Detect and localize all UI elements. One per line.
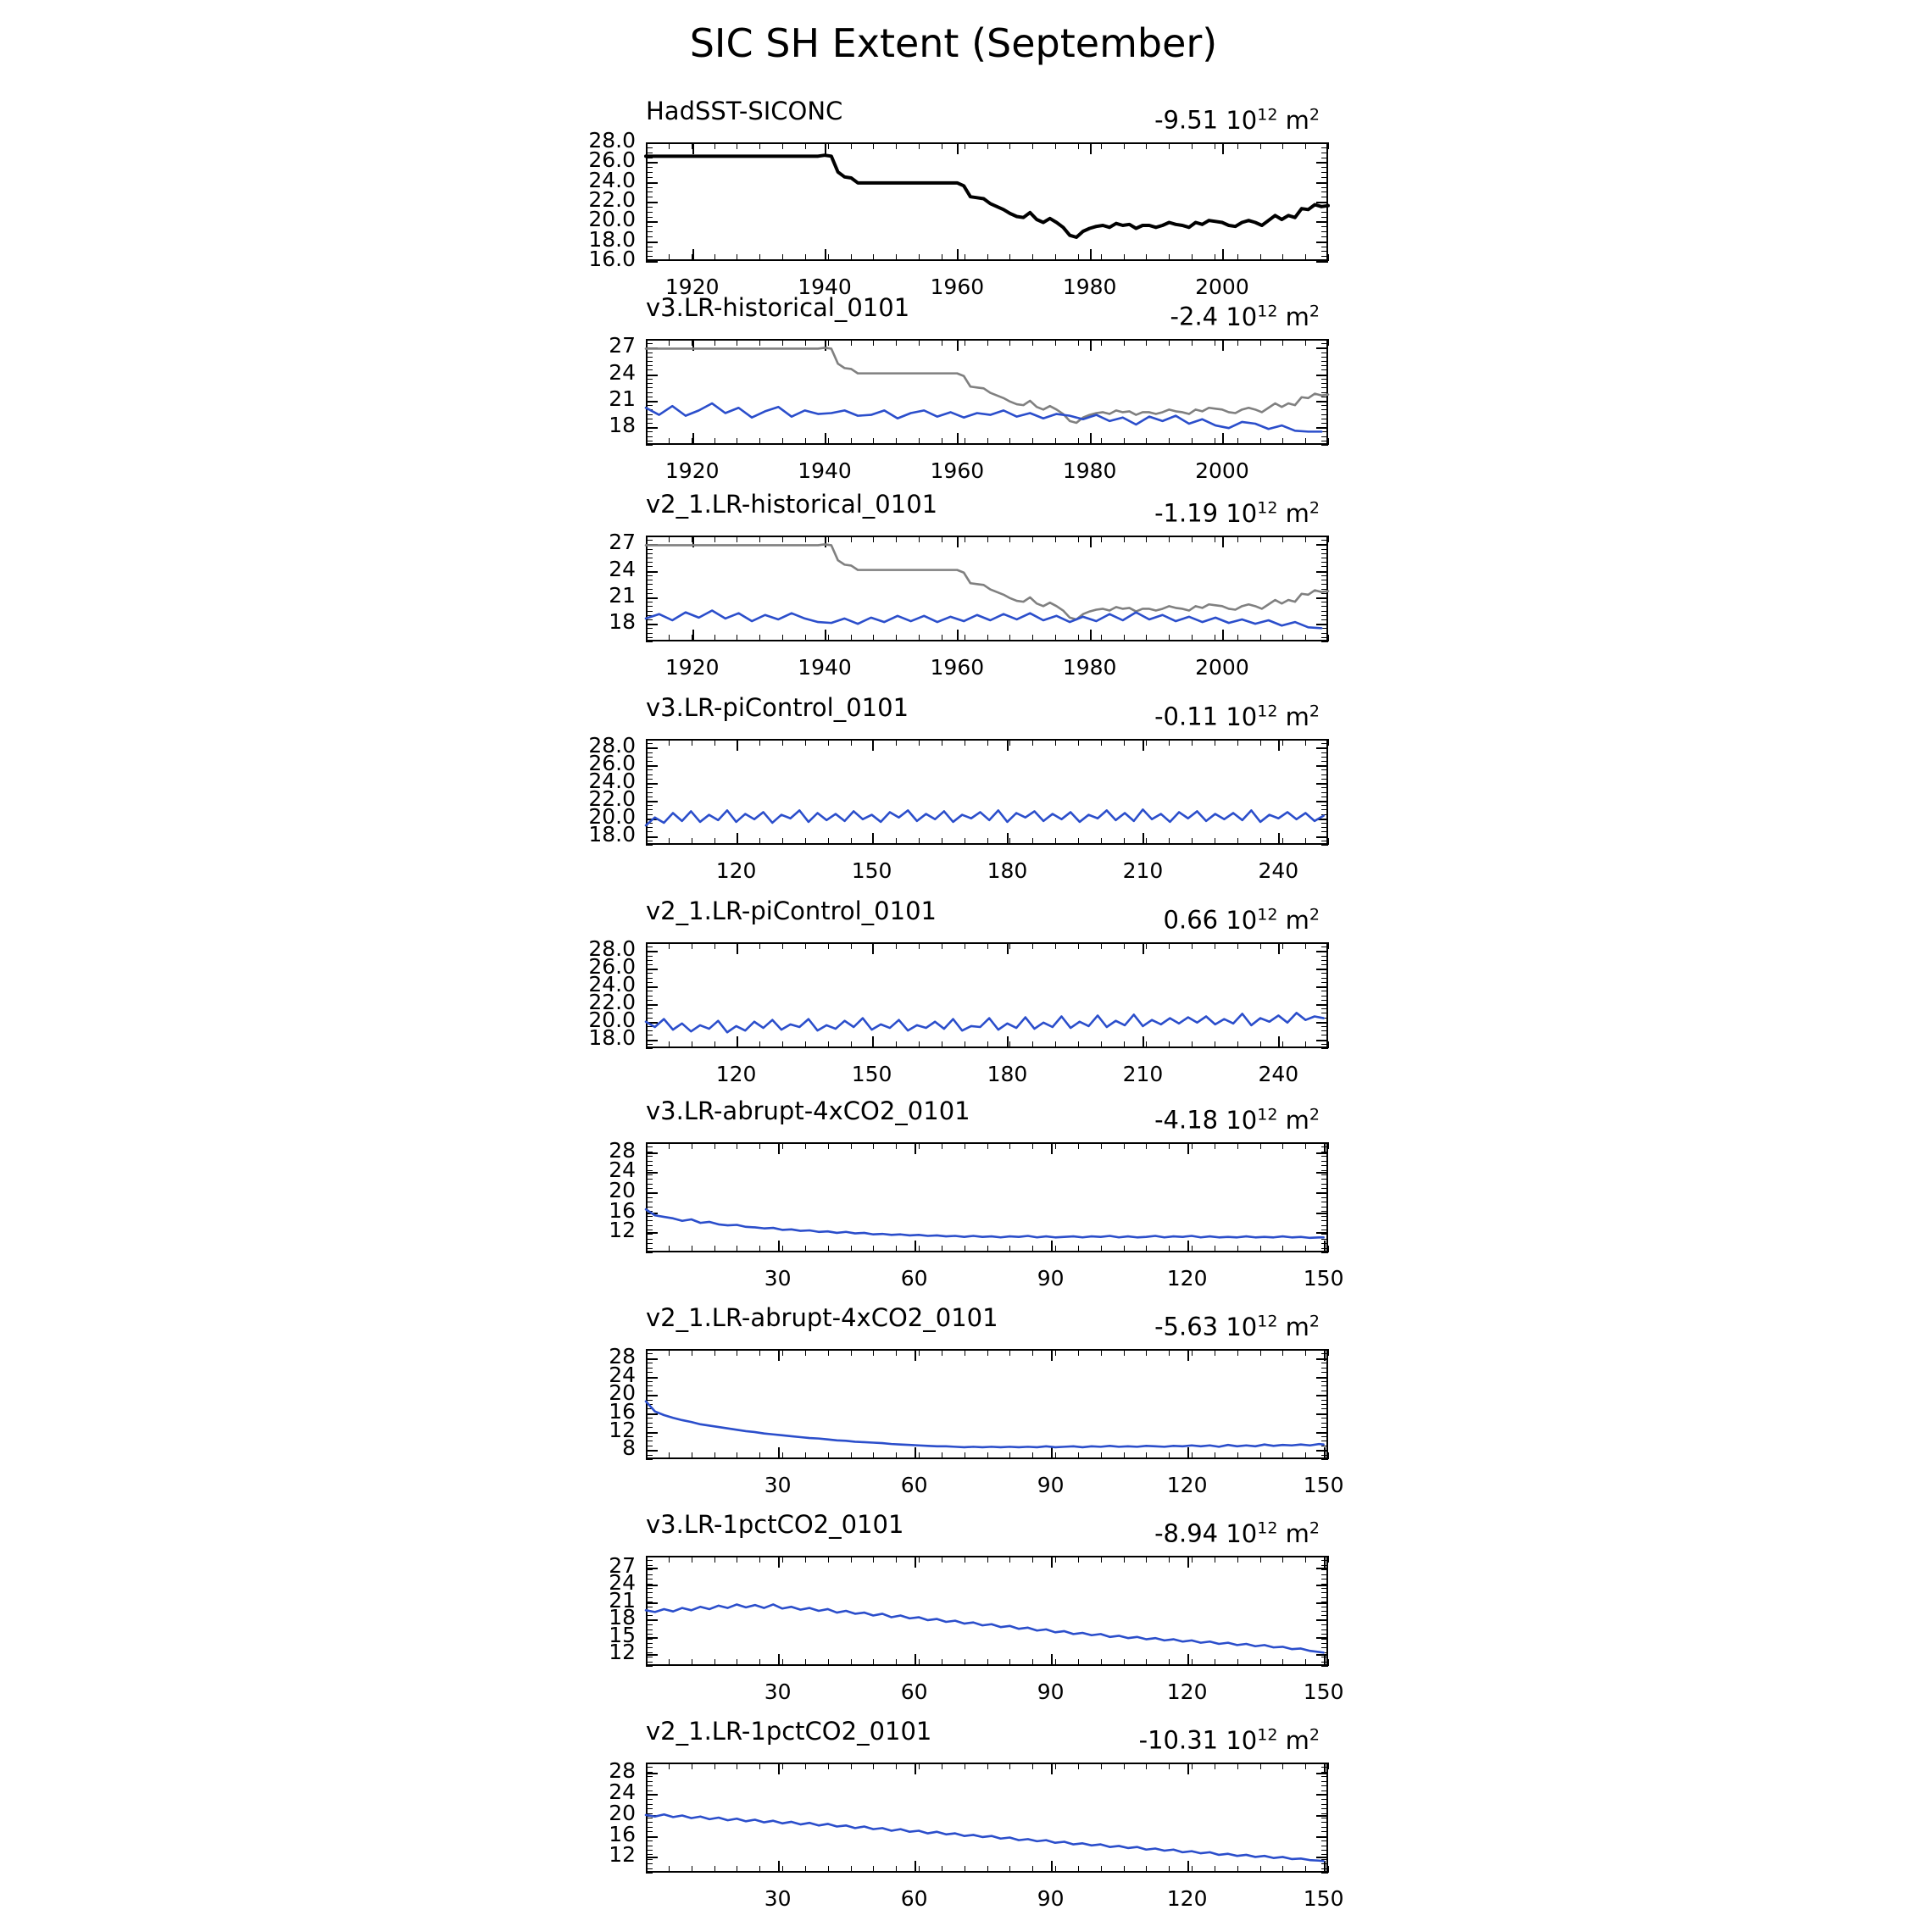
y-axis-tick-label: 18	[609, 1605, 636, 1630]
x-axis-tick-label: 60	[900, 1266, 928, 1291]
y-axis-tick-label: 28.0	[588, 936, 636, 962]
series-line	[646, 1013, 1324, 1032]
panel-units: $10^{12}$ $m^2$	[1226, 702, 1320, 731]
x-axis-tick-label: 210	[1122, 858, 1164, 883]
x-axis-tick-label: 1940	[798, 655, 852, 680]
panel-value-number: -0.11	[1154, 702, 1219, 731]
x-axis-tick-label: 150	[1303, 1473, 1344, 1497]
y-axis-tick-label: 20.0	[588, 207, 636, 232]
y-axis-tick-label: 18.0	[588, 1024, 636, 1050]
y-axis-tick-label: 21	[609, 582, 636, 608]
x-axis-tick-label: 30	[764, 1266, 792, 1291]
x-axis-tick-label: 150	[1303, 1266, 1344, 1291]
x-axis-tick-label: 30	[764, 1473, 792, 1497]
x-axis-tick-label: 30	[764, 1679, 792, 1704]
panel-title: v2_1.LR-1pctCO2_0101	[646, 1717, 932, 1746]
y-axis-tick-label: 18	[609, 609, 636, 635]
y-axis-tick-label: 24	[609, 1362, 636, 1387]
y-axis-tick-label: 24.0	[588, 972, 636, 997]
panel-value-number: -10.31	[1138, 1725, 1219, 1755]
y-axis-tick-label: 22.0	[588, 786, 636, 811]
series-layer	[0, 1298, 1907, 1518]
x-axis-tick-label: 90	[1037, 1679, 1065, 1704]
series-line	[646, 155, 1328, 237]
panel-title: v3.LR-1pctCO2_0101	[646, 1510, 904, 1539]
panel-units: $10^{12}$ $m^2$	[1226, 1312, 1320, 1341]
y-axis-tick-label: 20.0	[588, 803, 636, 829]
series-line	[646, 544, 1328, 619]
chart-panel	[0, 891, 1907, 1108]
y-axis-tick-label: 20	[609, 1380, 636, 1406]
x-axis-tick-label: 120	[1166, 1266, 1208, 1291]
y-axis-tick-label: 24	[609, 359, 636, 385]
panel-title: v3.LR-piControl_0101	[646, 693, 909, 722]
x-axis-tick-label: 1960	[930, 655, 985, 680]
y-axis-tick-label: 28	[609, 1758, 636, 1784]
y-axis-tick-label: 22.0	[588, 187, 636, 212]
y-axis-tick-label: 26.0	[588, 954, 636, 980]
x-axis-tick-label: 2000	[1195, 655, 1249, 680]
y-axis-tick-label: 26.0	[588, 751, 636, 776]
y-axis-tick-label: 15	[609, 1622, 636, 1647]
y-axis-tick-label: 24	[609, 1779, 636, 1805]
x-axis-tick-label: 1940	[798, 458, 852, 483]
y-axis-tick-label: 21	[609, 386, 636, 411]
x-axis-tick-label: 150	[1303, 1886, 1344, 1911]
x-axis-tick-label: 60	[900, 1473, 928, 1497]
x-axis-tick-label: 1920	[664, 655, 720, 680]
y-axis-tick-label: 12	[609, 1417, 636, 1442]
x-axis-tick-label: 1980	[1062, 458, 1117, 483]
y-axis-tick-label: 12	[609, 1218, 636, 1243]
x-axis-tick-label: 120	[715, 858, 757, 883]
panel-title: v3.LR-abrupt-4xCO2_0101	[646, 1096, 970, 1125]
series-layer	[0, 92, 1907, 320]
y-axis-tick-label: 27	[609, 530, 636, 555]
x-axis-tick-label: 120	[715, 1062, 757, 1086]
panel-title: HadSST-SICONC	[646, 97, 843, 125]
panel-units: $10^{12}$ $m^2$	[1226, 498, 1320, 528]
x-axis-tick-label: 210	[1122, 1062, 1164, 1086]
x-axis-tick-label: 1920	[664, 275, 720, 299]
chart-panel	[0, 288, 1907, 504]
chart-panel	[0, 1505, 1907, 1725]
panel-value-number: -4.18	[1154, 1105, 1219, 1135]
x-axis-tick-label: 120	[1166, 1679, 1208, 1704]
x-axis-tick-label: 120	[1166, 1473, 1208, 1497]
y-axis-tick-label: 24.0	[588, 769, 636, 794]
y-axis-tick-label: 21	[609, 1587, 636, 1613]
x-axis-tick-label: 90	[1037, 1266, 1065, 1291]
x-axis-tick-label: 1940	[798, 275, 852, 299]
y-axis-tick-label: 28	[609, 1343, 636, 1368]
panel-units: $10^{12}$ $m^2$	[1226, 1105, 1320, 1135]
y-axis-tick-label: 16	[609, 1197, 636, 1223]
x-axis-tick-label: 1960	[930, 275, 985, 299]
x-axis-tick-label: 1960	[930, 458, 985, 483]
panel-value-number: -8.94	[1154, 1518, 1219, 1548]
panel-value-number: -9.51	[1154, 105, 1219, 135]
panel-value-number: -1.19	[1154, 498, 1219, 528]
y-axis-tick-label: 27	[609, 1552, 636, 1578]
x-axis-tick-label: 60	[900, 1886, 928, 1911]
panel-value-number: 0.66	[1163, 905, 1219, 935]
x-axis-tick-label: 1980	[1062, 655, 1117, 680]
x-axis-tick-label: 2000	[1195, 275, 1249, 299]
y-axis-tick-label: 24.0	[588, 167, 636, 192]
page-title: SIC SH Extent (September)	[689, 20, 1218, 66]
panel-units: $10^{12}$ $m^2$	[1226, 1725, 1320, 1755]
series-line	[646, 403, 1321, 431]
y-axis-tick-label: 28.0	[588, 733, 636, 758]
x-axis-tick-label: 120	[1166, 1886, 1208, 1911]
series-layer	[0, 1712, 1907, 1932]
x-axis-tick-label: 150	[1303, 1679, 1344, 1704]
series-layer	[0, 288, 1907, 504]
series-line	[646, 1402, 1324, 1447]
panel-title: v2_1.LR-piControl_0101	[646, 897, 937, 925]
y-axis-tick-label: 8	[622, 1435, 636, 1461]
series-line	[646, 1604, 1324, 1652]
y-axis-tick-label: 12	[609, 1842, 636, 1868]
chart-panel	[0, 1298, 1907, 1518]
x-axis-tick-label: 2000	[1195, 458, 1249, 483]
series-line	[646, 347, 1328, 423]
panel-title: v2_1.LR-abrupt-4xCO2_0101	[646, 1303, 998, 1332]
series-layer	[0, 688, 1907, 904]
y-axis-tick-label: 18	[609, 413, 636, 438]
series-layer	[0, 485, 1907, 701]
y-axis-tick-label: 18.0	[588, 226, 636, 252]
x-axis-tick-label: 90	[1037, 1886, 1065, 1911]
panel-units: $10^{12}$ $m^2$	[1226, 905, 1320, 935]
panel-title: v3.LR-historical_0101	[646, 293, 910, 322]
y-axis-tick-label: 24	[609, 1158, 636, 1183]
x-axis-tick-label: 150	[851, 858, 892, 883]
series-line	[646, 1814, 1324, 1861]
series-layer	[0, 1505, 1907, 1725]
x-axis-tick-label: 30	[764, 1886, 792, 1911]
x-axis-tick-label: 240	[1258, 858, 1299, 883]
x-axis-tick-label: 150	[851, 1062, 892, 1086]
series-line	[646, 611, 1321, 629]
chart-panel	[0, 1712, 1907, 1932]
panel-units: $10^{12}$ $m^2$	[1226, 1518, 1320, 1548]
y-axis-tick-label: 12	[609, 1640, 636, 1665]
y-axis-tick-label: 26.0	[588, 147, 636, 173]
panel-units: $10^{12}$ $m^2$	[1226, 105, 1320, 135]
series-line	[646, 809, 1324, 825]
y-axis-tick-label: 16	[609, 1821, 636, 1846]
chart-panel	[0, 485, 1907, 701]
y-axis-tick-label: 18.0	[588, 821, 636, 847]
x-axis-tick-label: 90	[1037, 1473, 1065, 1497]
y-axis-tick-label: 27	[609, 333, 636, 358]
y-axis-tick-label: 20	[609, 1800, 636, 1825]
series-layer	[0, 1091, 1907, 1312]
y-axis-tick-label: 16	[609, 1398, 636, 1424]
y-axis-tick-label: 16.0	[588, 247, 636, 271]
x-axis-tick-label: 1980	[1062, 275, 1117, 299]
chart-panel	[0, 92, 1907, 320]
x-axis-tick-label: 1920	[664, 458, 720, 483]
series-line	[646, 1209, 1324, 1238]
y-axis-tick-label: 22.0	[588, 989, 636, 1014]
panel-title: v2_1.LR-historical_0101	[646, 490, 938, 519]
y-axis-tick-label: 24	[609, 1570, 636, 1596]
y-axis-tick-label: 20.0	[588, 1007, 636, 1032]
y-axis-tick-label: 24	[609, 556, 636, 581]
x-axis-tick-label: 180	[987, 1062, 1028, 1086]
y-axis-tick-label: 20	[609, 1178, 636, 1203]
chart-panel	[0, 1091, 1907, 1312]
series-layer	[0, 891, 1907, 1108]
x-axis-tick-label: 180	[987, 858, 1028, 883]
y-axis-tick-label: 28	[609, 1137, 636, 1163]
x-axis-tick-label: 60	[900, 1679, 928, 1704]
panel-value-number: -5.63	[1154, 1312, 1219, 1341]
x-axis-tick-label: 240	[1258, 1062, 1299, 1086]
chart-panel	[0, 688, 1907, 904]
panel-value-number: -2.4	[1170, 302, 1219, 331]
panel-units: $10^{12}$ $m^2$	[1226, 302, 1320, 331]
y-axis-tick-label: 28.0	[588, 128, 636, 153]
